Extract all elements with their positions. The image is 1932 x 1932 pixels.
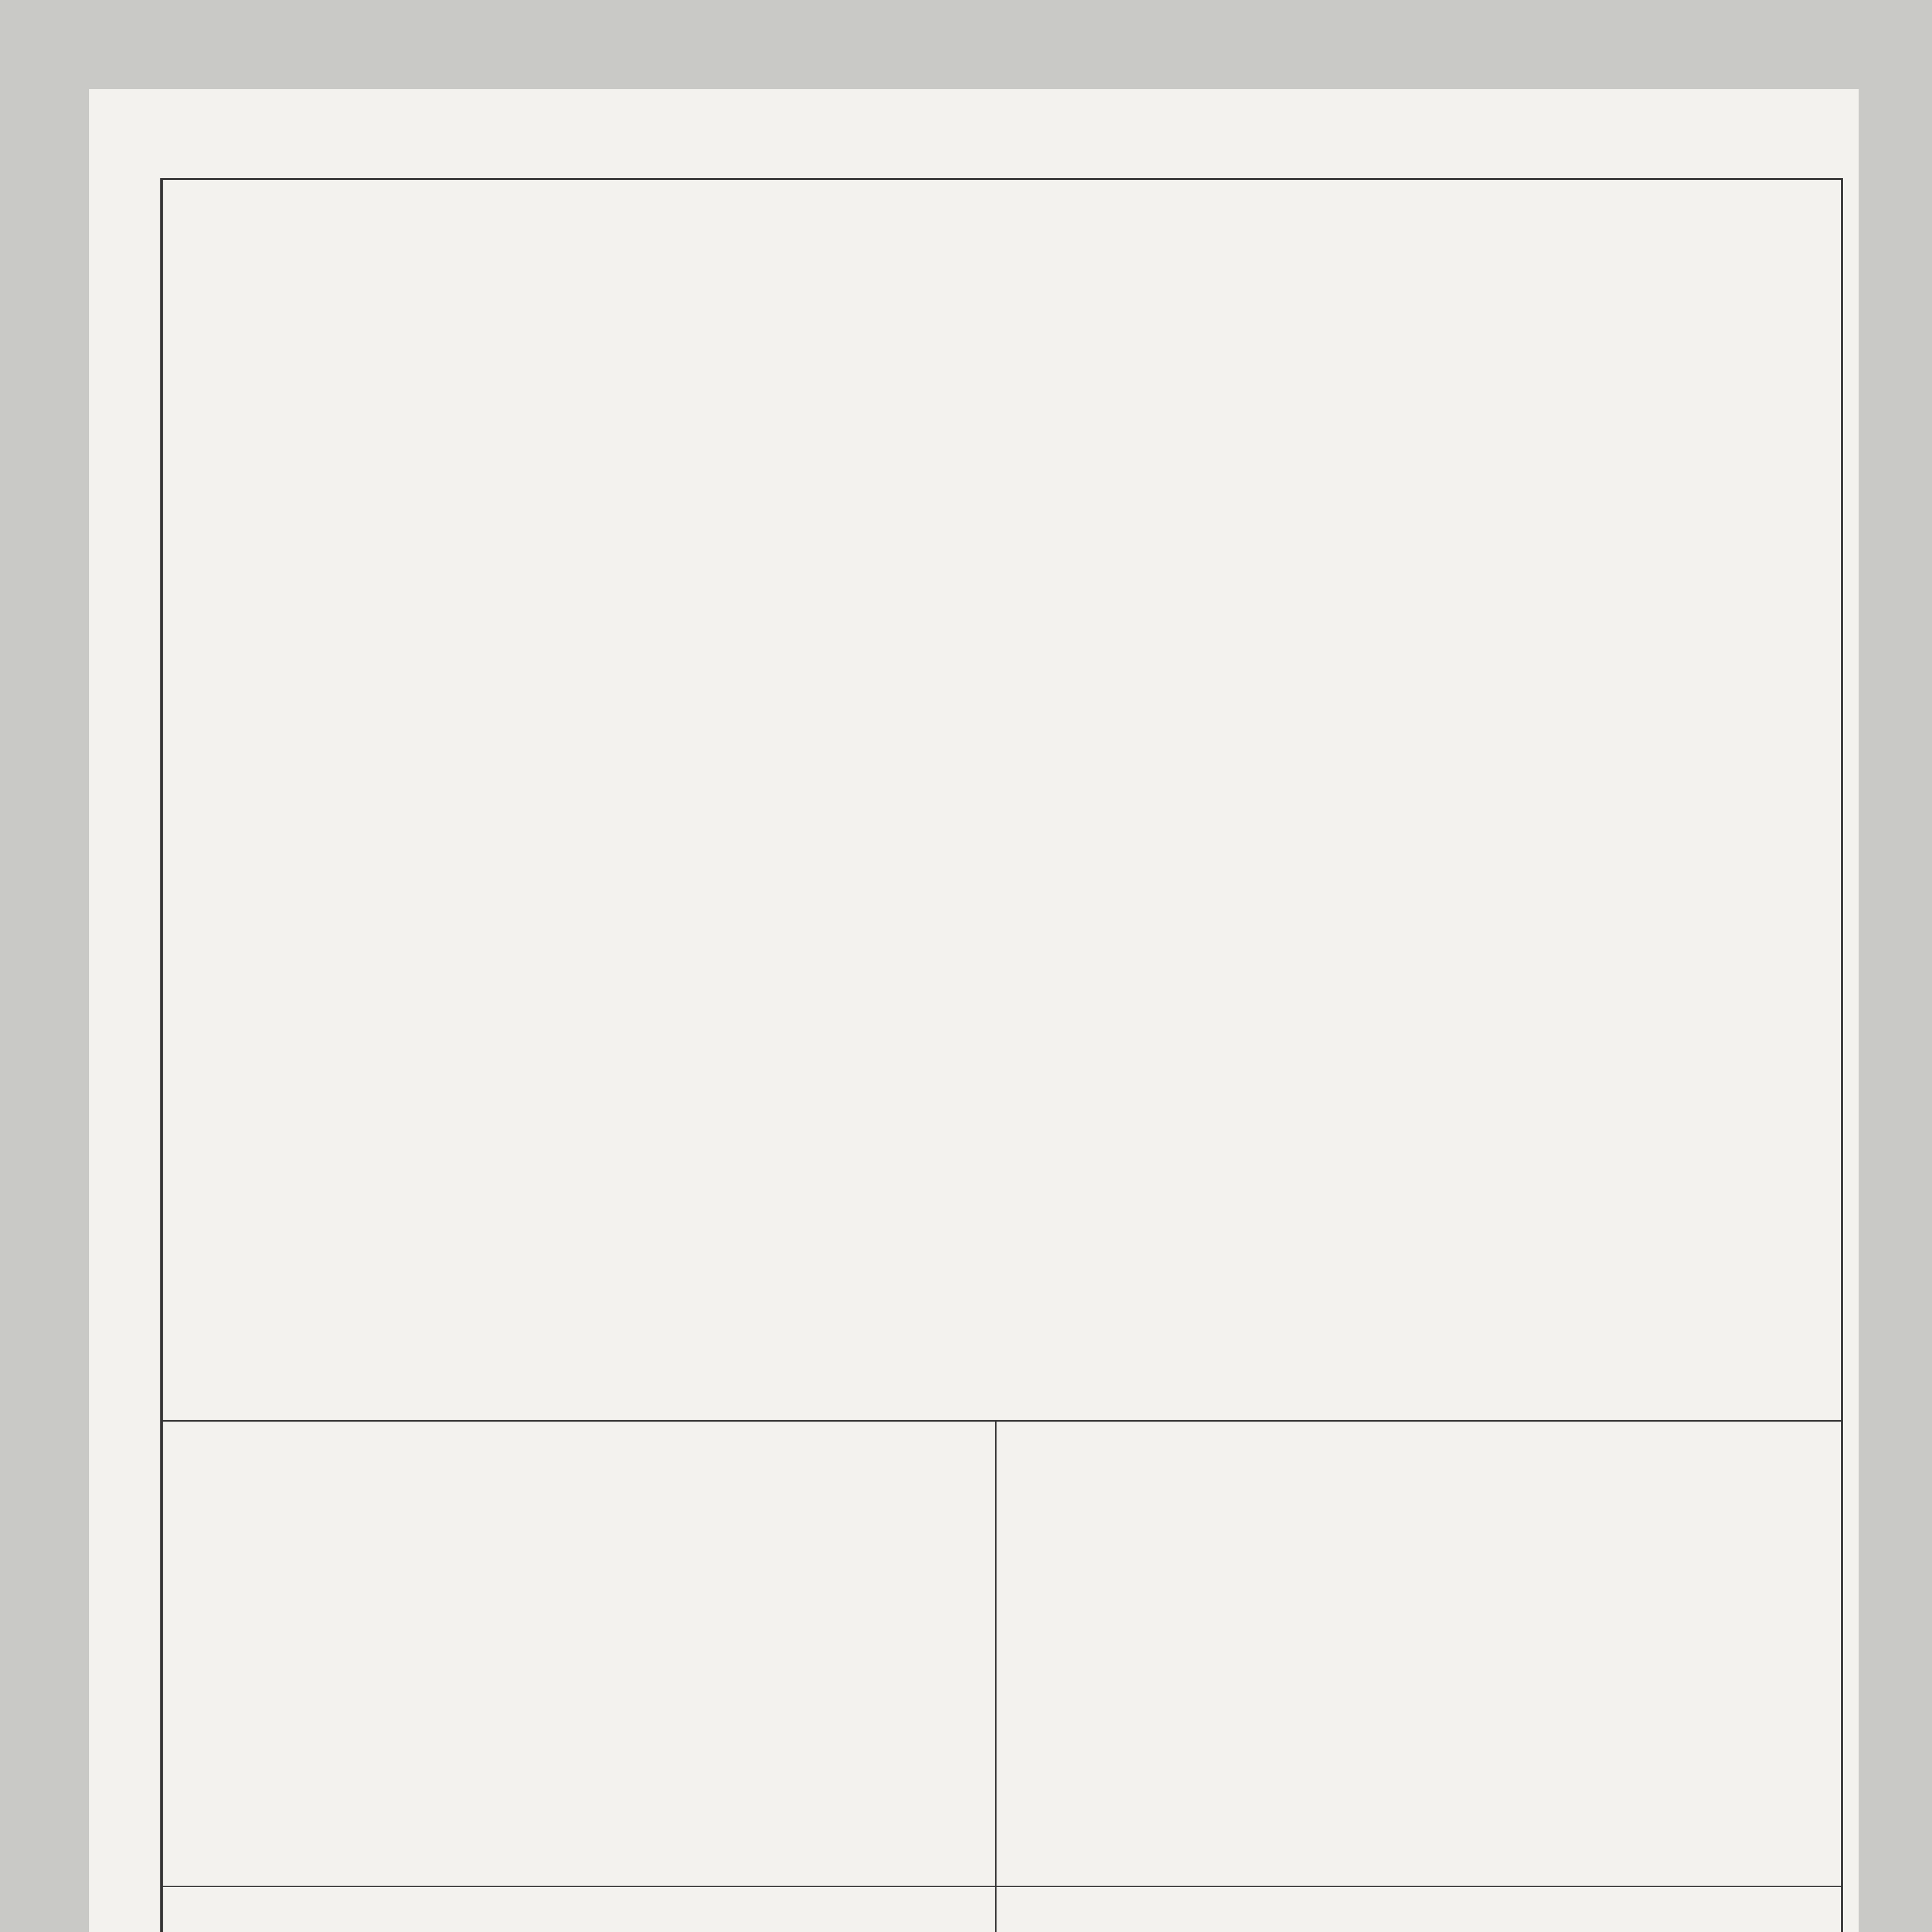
separator-changes <box>160 1886 1843 1887</box>
middle-divider <box>995 1420 997 1932</box>
separator-rachetees <box>160 1420 1843 1422</box>
newspaper-page <box>89 89 1859 1932</box>
page-frame <box>160 178 1843 1932</box>
